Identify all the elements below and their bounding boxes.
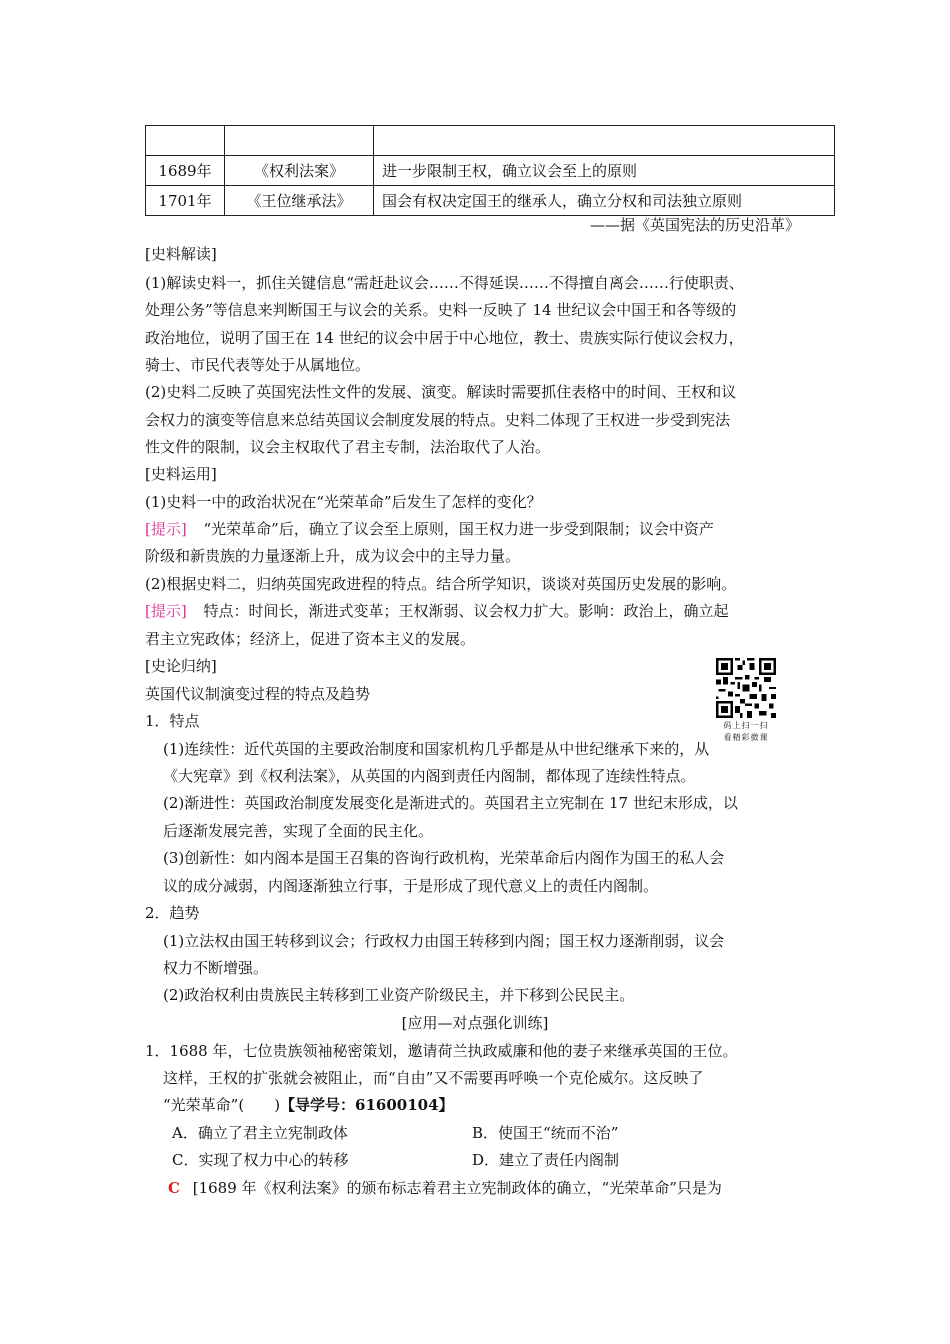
hint-answer-line	[145, 518, 714, 539]
question-line: 这样，王权的扩张就会被阻止，而“自由”又不需要再呼唤一个克伦威尔。这反映了	[163, 1069, 704, 1087]
table-cell-doc: 《权利法案》	[225, 156, 374, 186]
table-cell-doc	[225, 126, 374, 156]
table-cell-content: 进一步限制王权，确立议会至上的原则	[374, 156, 835, 186]
question-line: 1．1688 年，七位贵族领袖秘密策划，邀请荷兰执政威廉和他的妻子来继承英国的王位。	[145, 1042, 738, 1060]
hint-text: 特点：时间长，渐进式变革；王权渐弱、议会权力扩大。影响：政治上，确立起	[203, 602, 729, 620]
paragraph-line: (2)史料二反映了英国宪法性文件的发展、演变。解读时需要抓住表格中的时间、王权和议	[145, 383, 737, 401]
table-cell-year	[146, 126, 225, 156]
paragraph-line: 《大宪章》到《权利法案》，从英国的内阁到责任内阁制，都体现了连续性特点。	[163, 767, 696, 785]
paragraph-line: (1)立法权由国王转移到议会；行政权力由国王转移到内阁；国王权力逐渐削弱，议会	[163, 932, 725, 950]
hint-text: “光荣革命”后，确立了议会至上原则，国王权力进一步受到限制；议会中资产	[203, 520, 714, 538]
question-line: (1)史料一中的政治状况在“光荣革命”后发生了怎样的变化？	[145, 493, 542, 511]
table-cell-year: 1689年	[146, 156, 225, 186]
option-c: C．实现了权力中心的转移	[172, 1151, 349, 1169]
paragraph-line: 后逐渐发展完善，实现了全面的民主化。	[163, 822, 434, 840]
question-line	[163, 1094, 454, 1115]
qr-caption-line: 码上扫一扫	[723, 721, 769, 730]
qr-code-icon[interactable]	[716, 658, 776, 718]
paragraph-line: (1)连续性：近代英国的主要政治制度和国家机构几乎都是从中世纪继承下来的，从	[163, 740, 710, 758]
subheading-trend: 2．趋势	[145, 904, 200, 922]
option-a: A．确立了君主立宪制政体	[172, 1124, 348, 1142]
paragraph-line: 性文件的限制，议会主权取代了君主专制，法治取代了人治。	[145, 438, 551, 456]
table-cell-content	[374, 126, 835, 156]
paragraph-line: 会权力的演变等信息来总结英国议会制度发展的特点。史料二体现了王权进一步受到宪法	[145, 411, 731, 429]
paragraph-line: 骑士、市民代表等处于从属地位。	[145, 356, 371, 374]
paragraph-line: (2)渐进性：英国政治制度发展变化是渐进式的。英国君主立宪制在 17 世纪末形成，以	[163, 794, 738, 812]
history-table	[145, 125, 835, 216]
table-cell-year: 1701年	[146, 186, 225, 216]
paragraph-line: (3)创新性：如内阁本是国王召集的咨询行政机构，光荣革命后内阁作为国王的私人会	[163, 849, 725, 867]
section-heading-interpretation: [史料解读]	[145, 245, 217, 263]
answer-line	[168, 1177, 722, 1198]
option-b: B．使国王“统而不治”	[472, 1124, 619, 1142]
answer-letter: C	[168, 1179, 180, 1197]
question-text: “光荣革命”( )	[163, 1096, 281, 1114]
summary-title: 英国代议制演变过程的特点及趋势	[145, 685, 371, 703]
paragraph-line: (2)政治权利由贵族民主转移到工业资产阶级民主，并下移到公民民主。	[163, 986, 635, 1004]
table-cell-content: 国会有权决定国王的继承人，确立分权和司法独立原则	[374, 186, 835, 216]
paragraph-line: 君主立宪政体；经济上，促进了资本主义的发展。	[145, 630, 476, 648]
hint-answer-line	[145, 600, 729, 621]
option-d: D．建立了责任内阁制	[472, 1151, 620, 1169]
paragraph-line: 政治地位，说明了国王在 14 世纪的议会中居于中心地位，教士、贵族实际行使议会权力，	[145, 329, 744, 347]
section-heading-application: [史料运用]	[145, 465, 217, 483]
guide-code: 【导学号：61600104】	[280, 1096, 454, 1114]
section-heading-practice: [应用—对点强化训练]	[401, 1014, 549, 1032]
hint-label: [提示]	[145, 520, 187, 538]
paragraph-line: 处理公务”等信息来判断国王与议会的关系。史料一反映了 14 世纪议会中国王和各等级的	[145, 301, 737, 319]
paragraph-line: 权力不断增强。	[163, 959, 269, 977]
table-cell-doc: 《王位继承法》	[225, 186, 374, 216]
table-row	[146, 186, 835, 216]
answer-explanation: [1689 年《权利法案》的颁布标志着君主立宪制政体的确立，“光荣革命”只是为	[192, 1179, 722, 1197]
table-row	[146, 156, 835, 186]
section-heading-summary: [史论归纳]	[145, 657, 217, 675]
hint-label: [提示]	[145, 602, 187, 620]
subheading-features: 1．特点	[145, 712, 200, 730]
qr-caption	[713, 720, 779, 744]
question-line: (2)根据史料二，归纳英国宪政进程的特点。结合所学知识，谈谈对英国历史发展的影响。	[145, 575, 737, 593]
paragraph-line: 阶级和新贵族的力量逐渐上升，成为议会中的主导力量。	[145, 547, 521, 565]
qr-caption-line: 看精彩微课	[723, 733, 769, 742]
table-source: ——据《英国宪法的历史沿革》	[589, 216, 800, 234]
table-row	[146, 126, 835, 156]
paragraph-line: (1)解读史料一，抓住关键信息“需赶赴议会……不得延误……不得擅自离会……行使职责、	[145, 274, 744, 292]
paragraph-line: 议的成分减弱，内阁逐渐独立行事，于是形成了现代意义上的责任内阁制。	[163, 877, 659, 895]
